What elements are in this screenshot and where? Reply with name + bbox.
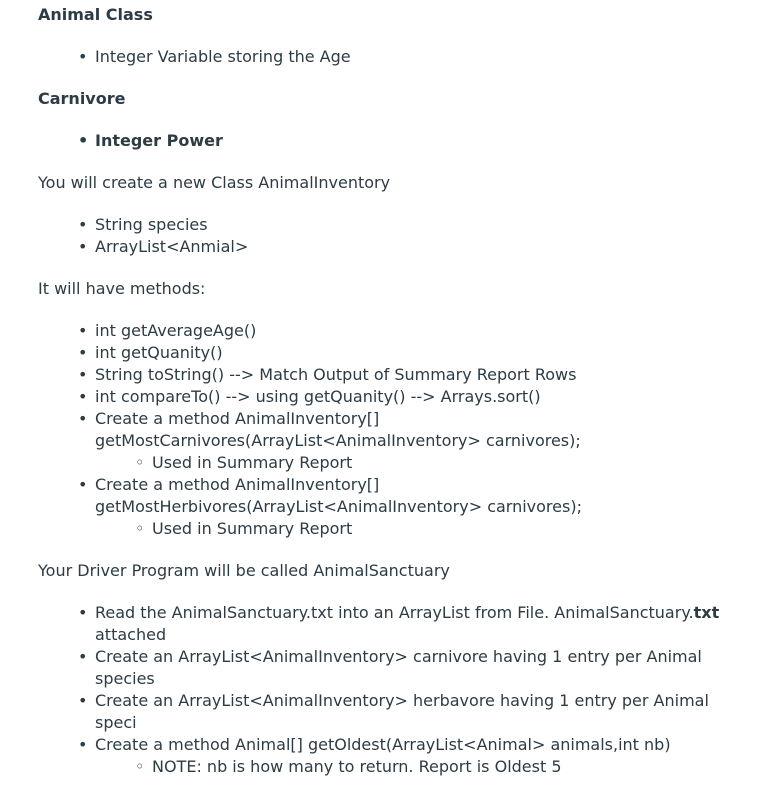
list-item: • Integer Variable storing the Age [95, 46, 778, 68]
list-item: • Integer Power [95, 130, 778, 152]
list-item [95, 474, 778, 540]
driver-intro: Your Driver Program will be called AnimalSanctuary [38, 561, 450, 580]
method-text-line2: getMostHerbivores(ArrayList<AnimalInventory> carnivores); [95, 497, 582, 516]
driver-text-line2: species [95, 669, 155, 688]
list-item: • String species [95, 214, 778, 236]
sub-list-item: ◦ NOTE: nb is how many to return. Report is Oldest 5 [152, 756, 778, 778]
driver-text: Read the AnimalSanctuary.txt into an ArrayList from File. AnimalSanctuary. [95, 603, 694, 622]
animal-class-list [38, 46, 778, 68]
driver-list [38, 602, 778, 778]
driver-text-bold: txt [693, 603, 720, 622]
driver-text: Create a method Animal[] getOldest(ArrayList<Animal> animals,int nb) [95, 735, 671, 754]
animal-class-heading: Animal Class [38, 5, 153, 24]
carnivore-list [38, 130, 778, 152]
document-page [38, 0, 778, 778]
driver-text: Create an ArrayList<AnimalInventory> carnivore having 1 entry per Animal [95, 647, 702, 666]
list-item: • int compareTo() --> using getQuanity() --> Arrays.sort() [95, 386, 778, 408]
sub-list-item: ◦ Used in Summary Report [152, 452, 778, 474]
methods-list [38, 320, 778, 540]
list-item: • int getQuanity() [95, 342, 778, 364]
sub-list [95, 452, 778, 474]
inventory-intro: You will create a new Class AnimalInventory [38, 173, 391, 192]
driver-text-line2: attached [95, 625, 167, 644]
sub-list [95, 518, 778, 540]
method-text-line1: Create a method AnimalInventory[] [95, 409, 380, 428]
list-item [95, 408, 778, 474]
method-text-line2: getMostCarnivores(ArrayList<AnimalInventory> carnivores); [95, 431, 581, 450]
driver-text-line2: speci [95, 713, 137, 732]
list-item [95, 646, 778, 690]
methods-intro: It will have methods: [38, 279, 206, 298]
list-item [95, 690, 778, 734]
list-item [95, 602, 778, 646]
list-item: • ArrayList<Anmial> [95, 236, 778, 258]
sub-list [95, 756, 778, 778]
list-item: • int getAverageAge() [95, 320, 778, 342]
driver-text: Create an ArrayList<AnimalInventory> herbavore having 1 entry per Animal [95, 691, 709, 710]
inventory-fields-list [38, 214, 778, 258]
carnivore-heading: Carnivore [38, 89, 126, 108]
method-text-line1: Create a method AnimalInventory[] [95, 475, 380, 494]
list-item: • String toString() --> Match Output of Summary Report Rows [95, 364, 778, 386]
sub-list-item: ◦ Used in Summary Report [152, 518, 778, 540]
list-item [95, 734, 778, 778]
